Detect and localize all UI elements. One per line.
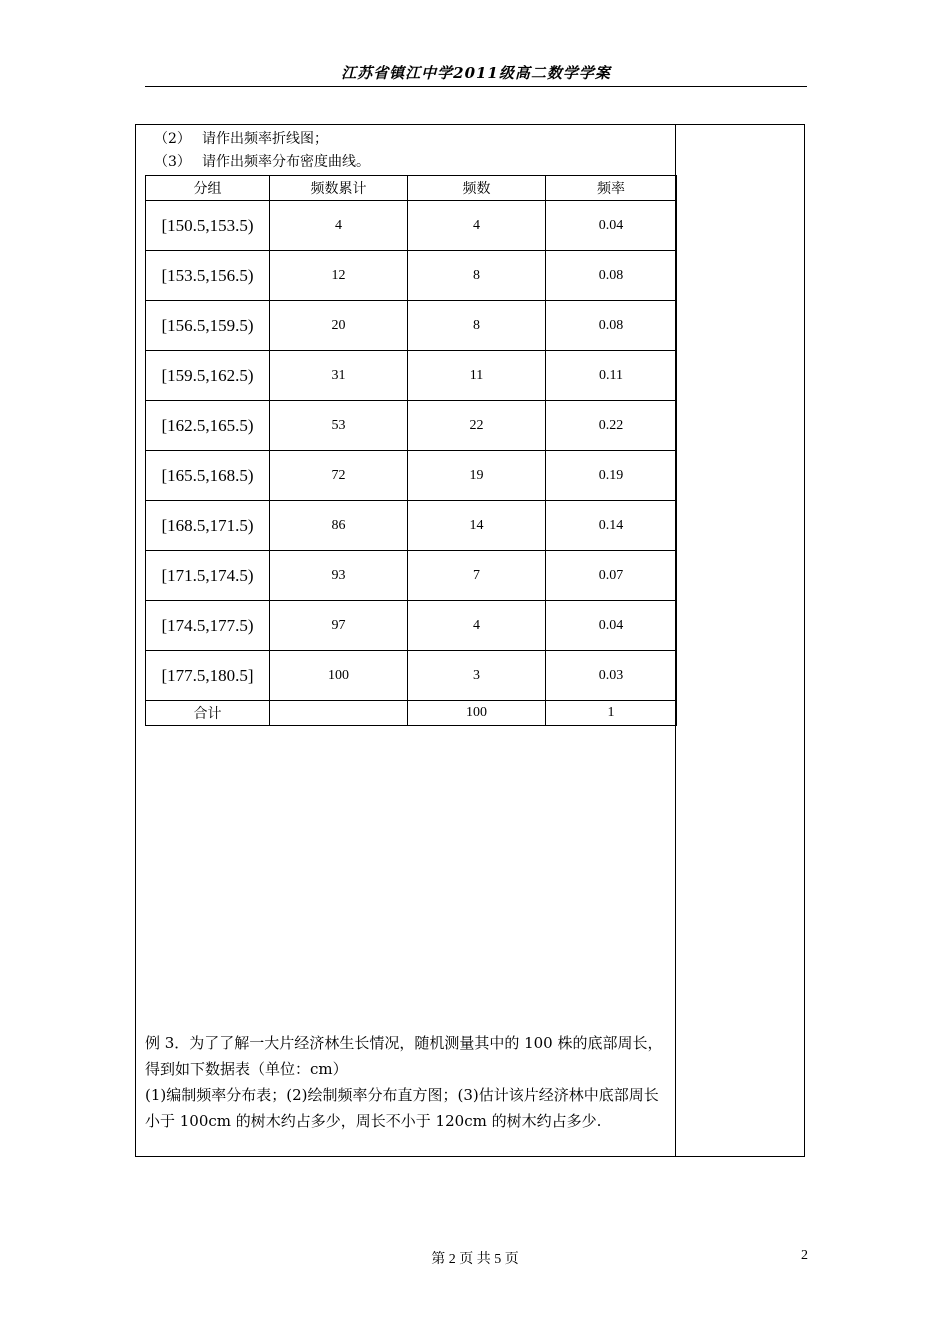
table-total-row — [146, 701, 677, 726]
cell-cumulative: 93 — [270, 551, 408, 601]
table-row — [146, 251, 677, 301]
cell-group: [162.5,165.5) — [146, 401, 270, 451]
table-row — [146, 451, 677, 501]
example-3 — [145, 1030, 669, 1134]
cell-cumulative: 53 — [270, 401, 408, 451]
table-row — [146, 401, 677, 451]
cell-rate: 0.04 — [546, 601, 677, 651]
cell-frequency: 14 — [408, 501, 546, 551]
col-header-group: 分组 — [146, 176, 270, 201]
col-header-rate: 频率 — [546, 176, 677, 201]
question-3 — [154, 152, 370, 172]
cell-group: [171.5,174.5) — [146, 551, 270, 601]
cell-frequency: 3 — [408, 651, 546, 701]
cell-frequency: 22 — [408, 401, 546, 451]
table-row — [146, 651, 677, 701]
question-number: （2） — [154, 131, 191, 147]
page-header: 江苏省镇江中学2011级高二数学学案 — [145, 60, 807, 87]
cell-frequency: 19 — [408, 451, 546, 501]
total-rate: 1 — [546, 701, 677, 726]
cell-cumulative: 31 — [270, 351, 408, 401]
question-2 — [154, 129, 328, 149]
col-header-frequency: 频数 — [408, 176, 546, 201]
cell-rate: 0.08 — [546, 301, 677, 351]
table-row — [146, 301, 677, 351]
table-row — [146, 601, 677, 651]
cell-rate: 0.22 — [546, 401, 677, 451]
example-statement: 例 3．为了了解一大片经济林生长情况，随机测量其中的 100 株的底部周长，得到如下数据表（单位：cm） — [145, 1034, 663, 1078]
cell-rate: 0.07 — [546, 551, 677, 601]
table-row — [146, 551, 677, 601]
cell-cumulative: 100 — [270, 651, 408, 701]
content-column — [136, 125, 676, 1156]
cell-frequency: 8 — [408, 251, 546, 301]
cell-cumulative: 12 — [270, 251, 408, 301]
cell-group: [168.5,171.5) — [146, 501, 270, 551]
cell-rate: 0.14 — [546, 501, 677, 551]
cell-rate: 0.04 — [546, 201, 677, 251]
footer-page-info: 第 2 页 共 5 页 — [431, 1252, 519, 1267]
cell-frequency: 4 — [408, 201, 546, 251]
cell-group: [156.5,159.5) — [146, 301, 270, 351]
cell-rate: 0.11 — [546, 351, 677, 401]
cell-group: [174.5,177.5) — [146, 601, 270, 651]
cell-group: [165.5,168.5) — [146, 451, 270, 501]
question-number: （3） — [154, 154, 191, 170]
question-text: 请作出频率分布密度曲线。 — [202, 154, 370, 170]
cell-cumulative: 86 — [270, 501, 408, 551]
total-label: 合计 — [146, 701, 270, 726]
cell-frequency: 7 — [408, 551, 546, 601]
cell-rate: 0.03 — [546, 651, 677, 701]
cell-rate: 0.08 — [546, 251, 677, 301]
table-row — [146, 201, 677, 251]
table-row — [146, 501, 677, 551]
cell-rate: 0.19 — [546, 451, 677, 501]
total-frequency: 100 — [408, 701, 546, 726]
table-row — [146, 351, 677, 401]
cell-cumulative: 20 — [270, 301, 408, 351]
cell-group: [150.5,153.5) — [146, 201, 270, 251]
cell-frequency: 11 — [408, 351, 546, 401]
cell-cumulative: 72 — [270, 451, 408, 501]
question-text: 请作出频率折线图； — [202, 131, 328, 147]
frequency-table — [145, 175, 677, 726]
example-tasks: (1)编制频率分布表；(2)绘制频率分布直方图；(3)估计该片经济林中底部周长小于 100cm 的树木约占多少，周长不小于 120cm 的树木约占多少. — [145, 1086, 659, 1130]
cell-cumulative: 97 — [270, 601, 408, 651]
cell-cumulative: 4 — [270, 201, 408, 251]
footer-page-number: 2 — [801, 1248, 808, 1263]
cell-group: [153.5,156.5) — [146, 251, 270, 301]
col-header-cumulative: 频数累计 — [270, 176, 408, 201]
cell-frequency: 4 — [408, 601, 546, 651]
table-header-row — [146, 176, 677, 201]
cell-frequency: 8 — [408, 301, 546, 351]
total-cumulative — [270, 701, 408, 726]
outer-table — [135, 124, 805, 1157]
cell-group: [177.5,180.5] — [146, 651, 270, 701]
cell-group: [159.5,162.5) — [146, 351, 270, 401]
